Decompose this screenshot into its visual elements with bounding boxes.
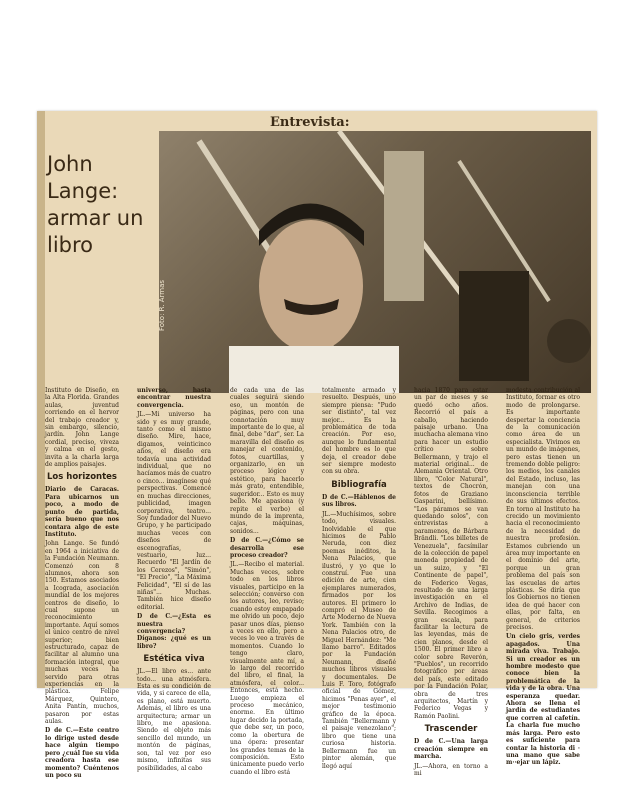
subheading: Estética viva (143, 654, 205, 665)
article-title: John Lange: armar un libro (47, 152, 144, 257)
photo-illustration (159, 131, 591, 393)
body-paragraph: John Lange. Se fundó en 1964 a iniciativa de la Fundación Neumann. Comenzó con 8 alumnos, ahora son 150. Estamos asociados a Icograda, asociación mundial de los mejores centros de diseño, lo cual supone un reconocimiento importante. Aquí somos el único centro de nivel superior; bien estructurado, capaz de facilitar al alumno una formación integral, que muchas veces ha servido para otras experiencias en la plástica. Felipe Márquez, Quintero, Anita Pantín, muchos, pasaron por estas aulas. (45, 540, 119, 726)
question-paragraph: D de C.—Háblenos de sus libros. (322, 493, 396, 509)
body-paragraph: JL.—Ahora, en torno a mi (414, 762, 488, 777)
body-paragraph: totalmente armado y resuelto. Después, uno siempre piensa: "Pudo ser distinto", tal vez mejor... Es la problemática de toda creación. Por eso, aunque lo fundamental del hombre es lo que deja, el creador debe ser siempre modesto con su obra. (322, 387, 396, 476)
newspaper-clipping (37, 111, 597, 779)
text-column-5 (414, 387, 488, 777)
body-paragraph: de cada una de las cuales seguirá siendo eso, un montón de páginas, pero con una connotación muy importante de lo que, al final, debe "dar", ser. La maravilla del diseño es manejar el contenido, fotos, cuartillas, y organizarlo, en un proceso lógico y estético, para hacerlo más grato, entendible, sugeridor... Esto es muy bello. Me apasiona (y repite el verbo) el mundo de la imprenta, cajas, máquinas, sonidos... (230, 387, 304, 535)
text-column-6 (506, 387, 580, 767)
question-paragraph: Diario de Caracas. Para ubicarnos un poco, a modo de punto de partida, sería bueno que nos contara algo de este Instituto. (45, 486, 119, 538)
subheading: Bibliografía (331, 479, 387, 490)
face (259, 220, 363, 352)
body-paragraph: JL.—Muchísimos, sobre todo, visuales. Inolvidable el que hicimos de Pablo Neruda, con diez poemas inéditos, la Nena Palacios, que ilustró, y yo que lo construí. Fue una edición de arte, cien ejemplares numerados, firmados por los autores. El primero lo compró el Museo de Arte Moderno de Nueva York. También con la Nena Palacios otro, de Miguel Hernández: "Me llamo barro". Editados por la Fundación Neumann, diseñé muchos libros visuales y documentales. De Luis F. Toro, fotógrafo oficial de Gómez, hicimos "Penas ayer", el mejor testimonio gráfico de la época. También "Bellermann y el paisaje venezolano"; libro que tiene una curiosa historia. Bellermann fue un pintor alemán, que llegó aquí (322, 510, 396, 770)
portrait-photo (159, 131, 591, 393)
question-paragraph: D de C.—Una larga creación siempre en marcha. (414, 738, 488, 761)
text-column-1 (45, 387, 119, 779)
subheading: Trascender (424, 724, 478, 735)
question-paragraph: Un cielo gris, verdes apagados. Una mirada viva. Trabajo. Si un creador es un hombre modesto que conoce bien la problemática de la vida y de la obra. Una esperanza quedar. Ahora se llena el jardín de estudiantes que corren al cafetín. La charla fue mucho más larga. Pero esto es suficiente para contar la historia di · una mano que sabe m··ejar un lápiz. (506, 633, 580, 767)
lamp-head (547, 319, 591, 363)
question-paragraph: universo, hasta encontrar nuestra convergencia. (137, 387, 211, 409)
text-column-4 (322, 387, 396, 770)
text-column-3 (230, 387, 304, 776)
body-paragraph: Instituto de Diseño, en la Alta Florida. Grandes aulas, juventud corriendo en el hervor del trabajo creador y, sin embargo, silencio, jardín. John Lange cordial, preciso, viveza y calma en el gesto, invita a la charla larga de amplios paisajes. (45, 387, 119, 469)
body-paragraph: JL.—Recibo el material. Muchas veces, sobre todo en los libros visuales, participo en la selección; converso con los autores, leo, reviso; cuando estoy empapado me olvido un poco, dejo pasar unos días, pienso a veces en ello, pero a veces lo veo a través de momentos. Cuando lo tengo claro, visualmente ante mí, a lo largo del recorrido del libro, el final, la atmósfera, el color... Entonces, está hecho. Luego empieza el proceso mecánico, enorme. En último lugar decido la portada, que debe ser, un poco, como la obertura de una ópera: presentar los grandes temas de la composición. Esto únicamente puedo verlo cuando el libro está (230, 561, 304, 776)
article-columns (45, 387, 593, 779)
body-paragraph: JL.—El libro es... ante todo... una atmósfera. Esta es su condición de vida, y si carece de ella, es plano, está muerto. Además, el libro es una arquitectura; armar un libro, me apasiona. Siendo el objeto más sencillo del mundo, un montón de páginas, son, tal vez por eso mismo, infinitas sus posibilidades, al cabo (137, 668, 211, 772)
subheading: Los horizontes (47, 472, 117, 483)
question-paragraph: D de C.—¿Cómo se desarrolla ese proceso creador? (230, 537, 304, 559)
shirt (229, 346, 399, 393)
photo-credit: Foto: R. Armas (158, 279, 166, 331)
text-column-2 (137, 387, 211, 772)
question-paragraph: D de C.—Este centro lo dirige usted desde hace algún tiempo pero ¿cuál fue su vida creadora hasta ese momento? Cuéntenos un poco su (45, 727, 119, 779)
section-kicker: Entrevista: (270, 115, 350, 130)
body-paragraph: hacia 1870 para estar un par de meses y se quedó ocho años. Recorrió el país a caballo, haciendo paisaje urbano. Una muchacha alemana vino para hacer un estudio crítico sobre Bellermann, y trajo el material original... de Alemania Oriental. Otro libro, "Color Natural", textos de Chocrón, fotos de Graziano Gasparini, bellísimo. "Los páramos se van quedando solos", con entrevistas a paramenos, de Bárbara Brändli. "Los billetes de Venezuela", facsímilar de la colección de papel moneda propiedad de un suizo, y "El Continente de papel", de Federico Vegas, resultado de una larga investigación en el Archivo de Indias, de Sevilla. Recogimos a gran escala, para facilitar la lectura de las leyendas, más de cien planos, desde el 1500. El primer libro a color sobre Reverón, "Pueblos", un recorrido fotográfico por áreas del país, este editado por la Fundación Polar, obra de tres arquitectos, Martín y Federico Vegas y Ramón Paolini. (414, 387, 488, 720)
body-paragraph: JL.—Mi universo ha sido y es muy grande, tanto como el mismo diseño. Mire, hace, digamos, veinticinco años, el diseño era todavía una actividad individual, que no hacíamos más de cuatro o cinco... imagínese qué perspectivas. Comencé en muchas direcciones, publicidad, imagen corporativa, teatro... Soy fundador del Nuevo Grupo, y he participado muchas veces con diseños de escenografías, vestuario, luz... Recuerdo "El Jardín de los Cerezos", "Simón", "El Precio", "La Máxima Felicidad", "El sí de las niñas"... Muchas. También hice diseño editorial. (137, 411, 211, 611)
poster-strip (384, 151, 424, 301)
question-paragraph: D de C.—¿Esta es nuestra convergencia? Díganos: ¿qué es un libro? (137, 613, 211, 650)
lamp-stand (459, 271, 529, 381)
body-paragraph: modesta contribución al Instituto, formar es otro modo de prolongarse. Es importante despertar la conciencia de la comunicación como área de un especialista. Vivimos en un mundo de imágenes, pero estas tienen un tremendo doble peligro: los medios, los canales del Estado, incluso, las manejan con una inconsciencia terrible de sus últimos efectos. En torno al Instituto ha crecido un movimiento hacia el reconocimiento de la necesidad de nuestra profesión. Estamos cubriendo un área muy importante en el dominio del arte, porque un gran problema del país son las escuelas de artes plásticas. Se diría que los Gobiernos no tienen idea de qué hacer con ellas, por falta, en general, de criterios precisos. (506, 387, 580, 631)
clipping-edge (37, 111, 45, 688)
